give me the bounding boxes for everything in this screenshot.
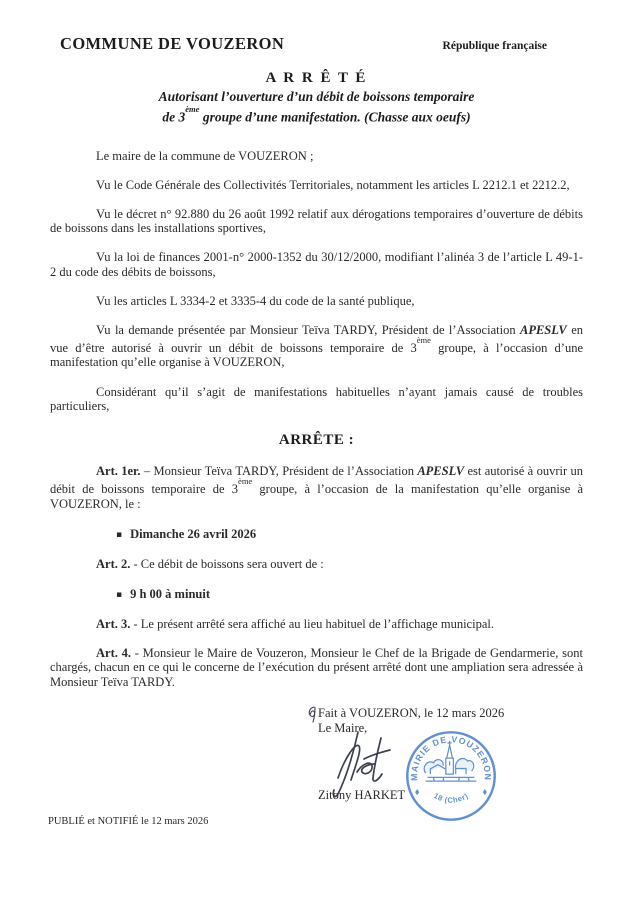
commune-name: COMMUNE DE VOUZERON [60,34,285,53]
bullet-hours: ▪ 9 h 00 à minuit [116,587,210,602]
paragraph-considerant: Considérant qu’il s’agit de manifestations habituelles n’ayant jamais causé de troubles particuliers, [50,384,583,413]
article-4: Art. 4. - Monsieur le Maire de Vouzeron, Monsieur le Chef de la Brigade de Gendarmerie, sont chargés, chacun en ce qui le concerne de l’exécution du présent arrêté dont une ampliation sera adressée à Monsieur Teïva TARDY. [50,646,583,689]
article-1-label: Art. 1er. [96,464,141,479]
stamp-top-text: MAIRIE DE VOUZERON [409,733,493,782]
stamp-bottom-text: 18 (Cher) [432,790,470,805]
article-1: Art. 1er. – Monsieur Teïva TARDY, Président de l’Association APESLV est autorisé à ouvrir un débit de boissons temporaire de 3ème groupe, à l’occasion de la manifestation qu’elle organise à VOUZERON, le : [50,464,583,511]
pen-mark-icon [306,705,318,723]
paragraph-vu-articles: Vu les articles L 3334-2 et 3335-4 du code de la santé publique, [96,293,415,308]
maire-line: Le Maire, [318,720,368,735]
paragraph-demande: Vu la demande présentée par Monsieur Teïva TARDY, Président de l’Association APESLV en vue d’être autorisé à ouvrir un débit de boissons temporaire de 3ème groupe, à l’occasion d’une manifestation qu’elle organise à VOUZERON, [50,322,584,370]
document-title: A R R Ê T É [265,70,368,86]
paragraph-vu-loi: Vu la loi de finances 2001-n° 2000-1352 du 30/12/2000, modifiant l’alinéa 3 de l’article L 49-1-2 du code des débits de boissons, [50,250,583,279]
document-subtitle [50,89,583,126]
document-header [50,34,583,54]
publication-note: PUBLIÉ et NOTIFIÉ le 12 mars 2026 [48,816,209,827]
article-4-label: Art. 4. [96,646,131,661]
association-name: APESLV [417,464,465,479]
association-name: APESLV [520,322,567,337]
article-2: Art. 2. - Ce débit de boissons sera ouvert de : [96,556,324,571]
signature-block [318,706,583,803]
paragraph-vu-code: Vu le Code Générale des Collectivités Territoriales, notamment les articles L 2212.1 et 2212.2, [96,177,570,192]
arrete-heading: ARRÊTE : [278,432,355,449]
article-3-label: Art. 3. [96,617,131,632]
paragraph-maire: Le maire de la commune de VOUZERON ; [96,148,314,163]
article-2-label: Art. 2. [96,556,131,571]
article-3: Art. 3. - Le présent arrêté sera affiché au lieu habituel de l’affichage municipal. [96,617,494,632]
mairie-stamp [404,729,498,823]
subtitle-line-2: de 3ème groupe d’une manifestation. (Chasse aux oeufs) [162,104,471,125]
signatory-name: Zitony HARKET [318,787,406,802]
paragraph-vu-decret: Vu le décret n° 92.880 du 26 août 1992 relatif aux dérogations temporaires d’ouverture de débits de boissons dans les installations sportives, [50,206,583,236]
republique-label: République française [442,40,547,52]
bullet-date: ▪ Dimanche 26 avril 2026 [116,526,257,541]
fait-line: Fait à VOUZERON, le 12 mars 2026 [318,706,583,721]
subtitle-line-1: Autorisant l’ouverture d’un débit de boissons temporaire [158,89,475,104]
square-bullet-icon: ▪ [116,529,123,540]
square-bullet-icon: ▪ [116,590,123,601]
